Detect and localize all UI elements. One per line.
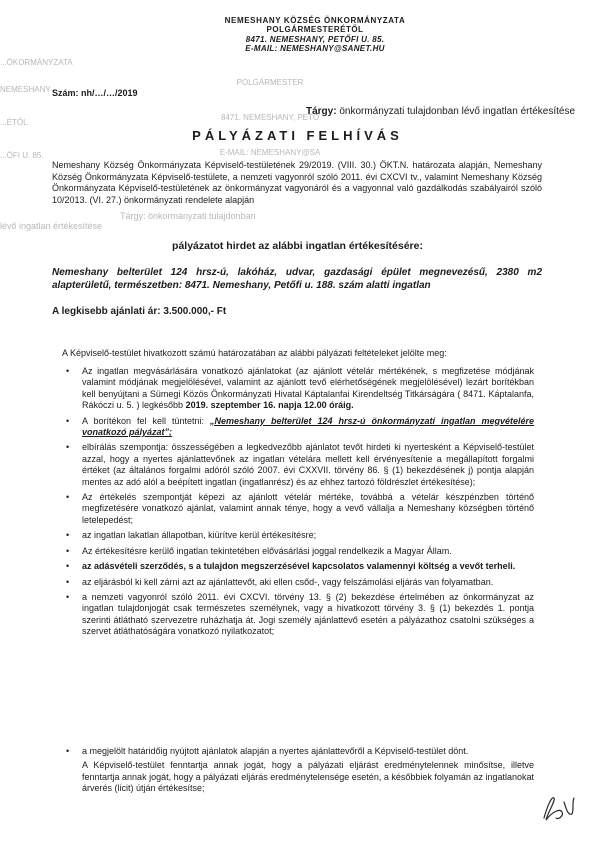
list-item-text: a nemzeti vagyonról szóló 2011. évi CXCVI. törvény 13. § (2) bekezdése értelmében az önkormányzat az ingatlan tulajdonjogát csak természetes személynek, vagy a hivatkozott törvény 3. § (1) bekezdés 1. pontja szerinti átlátható szervezetre ruházhatja át. Jogi személy ajánlattevő esetén a pályázathoz csatolni szükséges a szervet átláthatóságára vonatkozó nyilatkozatot;: [82, 591, 534, 637]
bullet-icon: •: [66, 530, 70, 541]
list-item: [64, 746, 534, 757]
letterhead: [200, 16, 430, 53]
letterhead-email: E-MAIL: NEMESHANY@SANET.HU: [245, 44, 385, 53]
subject-text: önkormányzati tulajdonban lévő ingatlan értékesítése: [336, 106, 576, 117]
bullet-icon: •: [66, 545, 70, 556]
ghost-line: POLGÁRMESTER: [236, 78, 304, 87]
subject-label: Tárgy:: [306, 106, 337, 117]
list-item-text: Az értékelés szempontját képezi az ajánlott vételár mértéke, továbbá a vételár készpénzben történő megfizetésére vonatkozó ajánlat, valamint annak ténye, hogy a vevő vállalja a Nemeshany községben történő letelepedést;: [82, 492, 534, 525]
letterhead-address: 8471. NEMESHANY, PETŐFI U. 85.: [245, 35, 385, 44]
list-item: [64, 760, 534, 794]
list-item: [64, 577, 534, 588]
list-item: [64, 492, 534, 526]
bullet-icon: •: [66, 366, 70, 376]
bullet-icon: •: [66, 492, 70, 503]
ghost-line: ...ÖFI U. 85.: [0, 151, 44, 160]
list-item: [64, 546, 534, 557]
bullet-icon: •: [66, 561, 70, 572]
list-item-text: A borítékon fel kell tüntetni:: [82, 415, 210, 426]
list-item-text: elbírálás szempontja: összességében a legkedvezőbb ajánlatot tevőt hirdeti ki nyertesként a Képviselő-testület azzal, hogy a nyertes ajánlattevőnek az ingatlan vételára mellett kell érvényesítenie a megállapított forgalmi értéket (az általános forgalmi adóról szóló 2007. évi CXXVII. törvény 86. § (1) bekezdésének j) pontja alapján mentes az adó alól a beépített ingatlan (ingatlanrész) és az ehhez tartozó földrészlet értékesítése);: [82, 442, 534, 487]
list-item-text: A Képviselő-testület fenntartja annak jogát, hogy a pályázati eljárást eredménytelennek minősítse, illetve fenntartja annak jogát, hogy a pályázati eljárás eredménytelensége esetén, a későbbiek folyamán az ingatlanokat árverés (licit) útján értékesítse;: [82, 760, 534, 794]
ghost-line: 8471. NEMESHANY, PETŐ: [220, 113, 320, 122]
ghost-line: ...ÖKORMÁNYZATA: [0, 58, 73, 67]
list-item-text: az eljárásból ki kell zárni azt az ajánlattevőt, aki ellen csőd-, vagy felszámolási eljárás van folyamatban.: [82, 576, 494, 587]
bullet-icon: •: [66, 415, 70, 426]
bullet-icon: •: [66, 591, 70, 602]
ghost-text-left: [0, 40, 73, 178]
ghost-text-middle: [210, 60, 330, 175]
bullet-icon: •: [66, 442, 70, 453]
list-item: [64, 366, 534, 412]
final-conditions-list: [64, 746, 534, 798]
property-description: Nemeshany belterület 124 hrsz-ú, lakóház, udvar, gazdasági épület megnevezésű, 2380 m2 alapterületű, természetben: 8471. Nemeshany, Petőfi u. 188. szám alatti ingatlan: [52, 267, 542, 291]
bullet-icon: •: [66, 746, 70, 756]
ghost-line: E-MAIL: NEMESHANY@SA: [219, 148, 321, 157]
list-item: [64, 442, 534, 488]
list-item-text: a megjelölt határidőig nyújtott ajánlatok alapján a nyertes ajánlattevőről a Képviselő-testület dönt.: [82, 746, 469, 756]
bullet-icon: •: [66, 576, 70, 587]
ghost-line: ...ÉTŐL: [0, 118, 28, 127]
list-item: [64, 592, 534, 638]
conditions-lead: A Képviselő-testület hivatkozott számú határozatában az alábbi pályázati feltételeket jelölte meg:: [62, 348, 447, 358]
ghost-subject: Tárgy: önkormányzati tulajdonban: [120, 211, 256, 221]
envelope-label: „Nemeshany belterület 124 hrsz-ú önkormányzati ingatlan megvételére vonatkozó pályázat”;: [82, 415, 534, 438]
letterhead-office: POLGÁRMESTERÉTŐL: [266, 25, 364, 34]
ghost-subject-2: lévő ingatlan értékesítése: [0, 221, 103, 231]
letterhead-org: NEMESHANY KÖZSÉG ÖNKORMÁNYZATA: [224, 16, 406, 25]
signature-initials: [538, 790, 578, 826]
announcement: pályázatot hirdet az alábbi ingatlan értékesítésére:: [172, 240, 423, 252]
ghost-line: NEMESHANY: [0, 85, 51, 94]
list-item-text: Az értékesítésre kerülő ingatlan tekintetében elővásárlási joggal rendelkezik a Magyar Állam.: [82, 545, 452, 556]
conditions-list: [64, 366, 534, 642]
list-item: [64, 416, 534, 439]
deadline: 2019. szeptember 16. napja 12.00 óráig.: [185, 400, 354, 411]
list-item: [64, 561, 534, 572]
list-item-text: Az ingatlan megvásárlására vonatkozó ajánlatokat (az ajánlott vételár mértékének, s megfizetése módjának valamint módjának megjelölésével, valamint az ajánlott tevő elérhetőségének megjelölésével) lezárt borítékban kell benyújtani a Sümegi Közös Önkormányzati Hivatal Káptalanfai Kirendeltség Titkárságára ( 8471. Káptalanfa, Rákóczi u. 5. ) legkésőbb: [82, 366, 534, 411]
document-title: PÁLYÁZATI FELHÍVÁS: [192, 128, 403, 143]
list-item-text: az ingatlan lakatlan állapotban, kiürítve kerül értékesítésre;: [82, 530, 317, 541]
list-item: [64, 530, 534, 541]
list-item-text: az adásvételi szerződés, s a tulajdon megszerzésével kapcsolatos valamennyi költség a vevőt terheli.: [82, 561, 516, 572]
minimum-price: A legkisebb ajánlati ár: 3.500.000,- Ft: [52, 306, 227, 317]
reference-number: Szám: nh/…/…/2019: [52, 88, 138, 98]
subject-line: [306, 106, 575, 117]
intro-paragraph: Nemeshany Község Önkormányzata Képviselő-testületének 29/2019. (VIII. 30.) ÖKT.N. határozata alapján, Nemeshany Község Önkormányzata Képviselő-testülete, a nemzeti vagyonról szóló 2011. évi CXCVI tv., valamint Nemeshany Község Önkormányzata Képviselő-testületének az önkormányzat vagyonáról és a vagyonnal való gazdálkodás szabályairól szóló 10/2013. (VI. 27.) önkormányzati rendelete alapján: [52, 160, 542, 205]
